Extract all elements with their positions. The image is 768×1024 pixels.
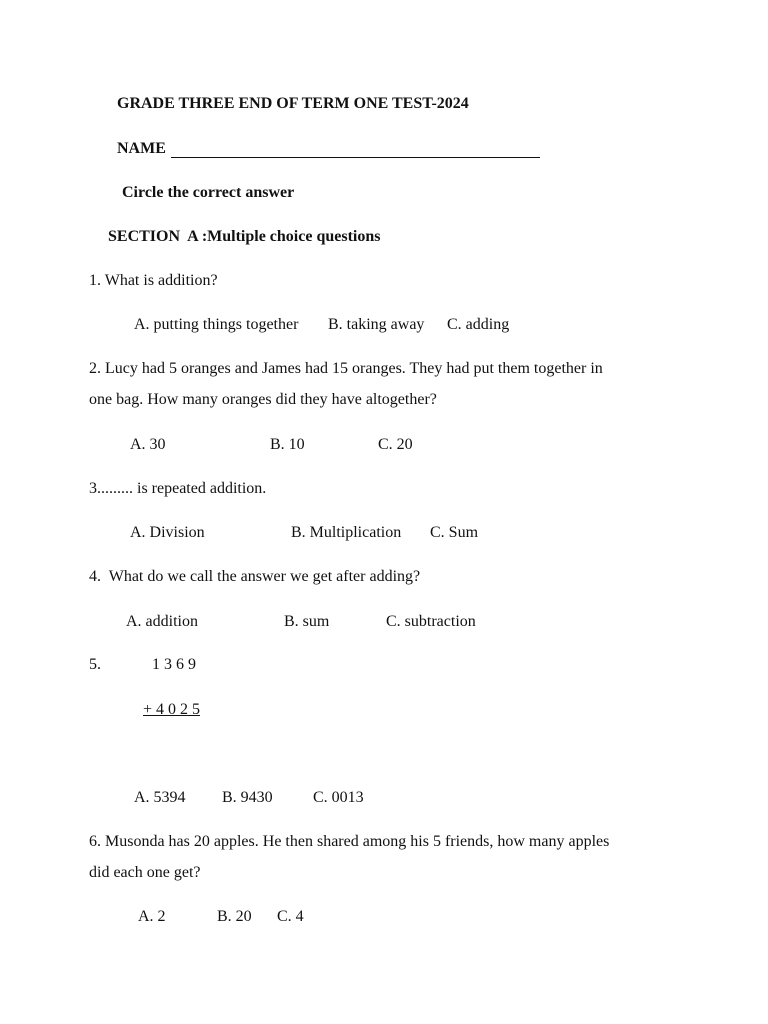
- q4-option-c: C. subtraction: [386, 613, 476, 630]
- name-label: NAME: [117, 140, 166, 157]
- q1-option-b: B. taking away: [328, 316, 425, 333]
- question-5-number: 5.: [89, 656, 101, 673]
- q3-option-c: C. Sum: [430, 524, 479, 541]
- question-number: 6.: [89, 833, 101, 850]
- question-2-line-2: one bag. How many oranges did they have altogether?: [89, 391, 437, 408]
- question-6-line-1: [89, 832, 609, 852]
- q6-option-c: C. 4: [277, 908, 304, 925]
- section-heading: SECTION A :Multiple choice questions: [108, 228, 381, 245]
- question-text: is repeated addition.: [137, 480, 267, 497]
- question-2-line-1: [89, 359, 603, 379]
- test-title: GRADE THREE END OF TERM ONE TEST-2024: [117, 95, 469, 112]
- question-number: 1.: [89, 272, 101, 289]
- question-text: What do we call the answer we get after adding?: [108, 568, 421, 585]
- q6-option-b: B. 20: [217, 908, 252, 925]
- question-text: What is addition?: [104, 272, 218, 289]
- q1-option-a: A. putting things together: [134, 316, 299, 333]
- question-text: Musonda has 20 apples. He then shared among his 5 friends, how many apples: [105, 833, 610, 850]
- q5-option-a: A. 5394: [134, 789, 186, 806]
- question-1: [89, 271, 218, 291]
- q6-option-a: A. 2: [138, 908, 166, 925]
- question-3: [89, 479, 266, 499]
- q4-option-a: A. addition: [126, 613, 198, 630]
- instruction: Circle the correct answer: [122, 184, 295, 201]
- question-text: Lucy had 5 oranges and James had 15 oranges. They had put them together in: [105, 360, 603, 377]
- name-blank-line: [171, 157, 540, 158]
- q2-option-b: B. 10: [270, 436, 305, 453]
- question-4: [89, 567, 420, 587]
- question-number: 2.: [89, 360, 101, 377]
- question-6-line-2: did each one get?: [89, 864, 201, 881]
- question-number: 3.........: [89, 480, 133, 497]
- q5-option-c: C. 0013: [313, 789, 364, 806]
- q3-option-a: A. Division: [130, 524, 205, 541]
- q2-option-a: A. 30: [130, 436, 166, 453]
- q1-option-c: C. adding: [447, 316, 510, 333]
- q4-option-b: B. sum: [284, 613, 330, 630]
- addend-bottom: + 4 0 2 5: [143, 701, 201, 718]
- addend-top: 1 3 6 9: [152, 656, 196, 673]
- q3-option-b: B. Multiplication: [291, 524, 402, 541]
- question-number: 4.: [89, 568, 101, 585]
- q2-option-c: C. 20: [378, 436, 413, 453]
- q5-option-b: B. 9430: [222, 789, 273, 806]
